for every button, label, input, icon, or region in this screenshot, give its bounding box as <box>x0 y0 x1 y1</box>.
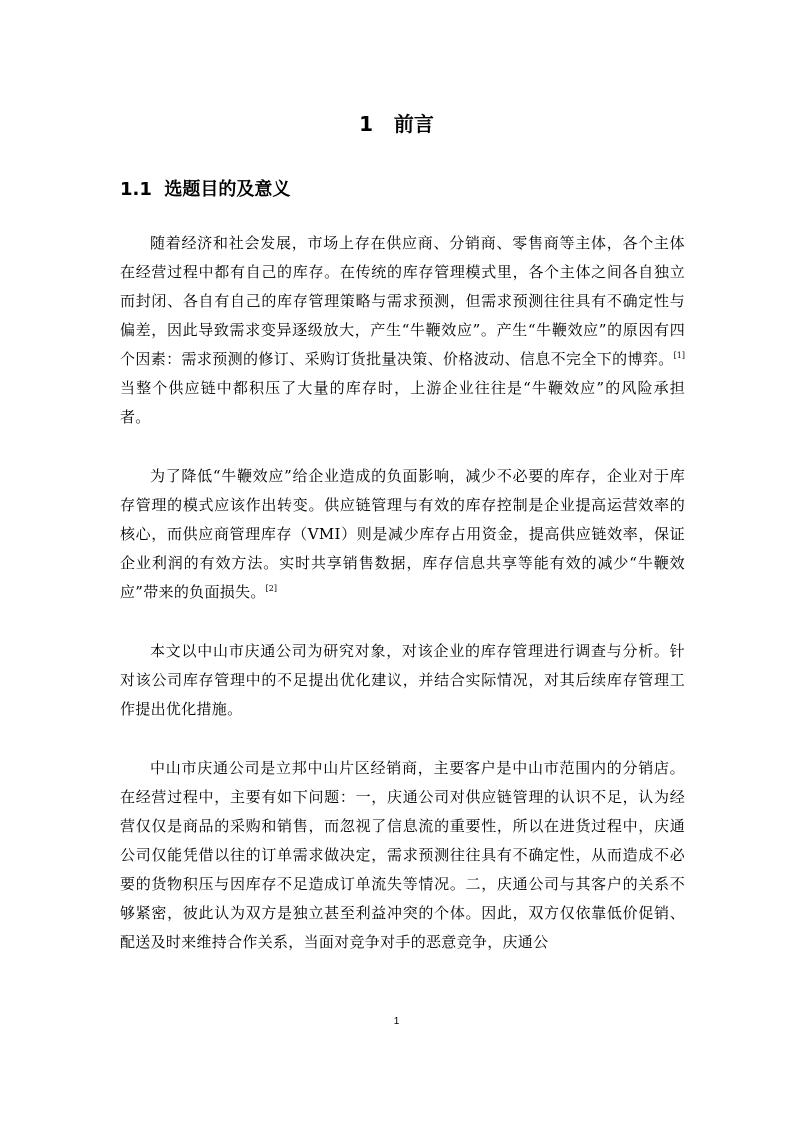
paragraph-3: 本文以中山市庆通公司为研究对象，对该企业的库存管理进行调查与分析。针对该公司库存管理中的不足提出优化建议，并结合实际情况，对其后续库存管理工作提出优化措施。 <box>120 642 685 718</box>
paragraph-1-text-continued: 当整个供应链中都积压了大量的库存时，上游企业往往是“牛鞭效应”的风险承担者。 <box>120 379 685 426</box>
paragraph-4: 中山市庆通公司是立邦中山片区经销商，主要客户是中山市范围内的分销店。在经营过程中，主要有如下问题：一，庆通公司对供应链管理的认识不足，认为经营仅仅是商品的采购和销售，而忽视了信息流的重要性，所以在进货过程中，庆通公司仅能凭借以往的订单需求做决定，需求预测往往具有不确定性，从而造成不必要的货物积压与因库存不足造成订单流失等情况。二，庆通公司与其客户的关系不够紧密，彼此认为双方是独立甚至利益冲突的个体。因此，双方仅依靠低价促销、配送及时来维持合作关系，当面对竞争对手的恶意竞争，庆通公 <box>120 759 685 951</box>
citation-2: [2] <box>265 584 278 593</box>
paragraph-1-text: 随着经济和社会发展，市场上存在供应商、分销商、零售商等主体，各个主体在经营过程中都有自己的库存。在传统的库存管理模式里，各个主体之间各自独立而封闭、各自有自己的库存管理策略与需求预测，但需求预测往往具有不确定性与偏差，因此导致需求变异逐级放大，产生“牛鞭效应”。产生“牛鞭效应”的原因有四个因素：需求预测的修订、采购订货批量决策、价格波动、信息不完全下的博弈。 <box>120 234 685 368</box>
page-number: 1 <box>393 1016 400 1027</box>
body-text <box>120 229 685 987</box>
paragraph-2 <box>120 462 685 607</box>
paragraph-1 <box>120 229 685 432</box>
chapter-title: 1 前言 <box>359 112 434 136</box>
paragraph-2-text: 为了降低“牛鞭效应”给企业造成的负面影响，减少不必要的库存，企业对于库存管理的模式应该作出转变。供应链管理与有效的库存控制是企业提高运营效率的核心，而供应商管理库存（VMI）则是减少库存占用资金，提高供应链效率，保证企业利润的有效方法。实时共享销售数据，库存信息共享等能有效的减少“牛鞭效应”带来的负面损失。 <box>120 467 685 601</box>
section-title: 1.1 选题目的及意义 <box>120 179 291 200</box>
citation-1: [1] <box>673 351 685 360</box>
